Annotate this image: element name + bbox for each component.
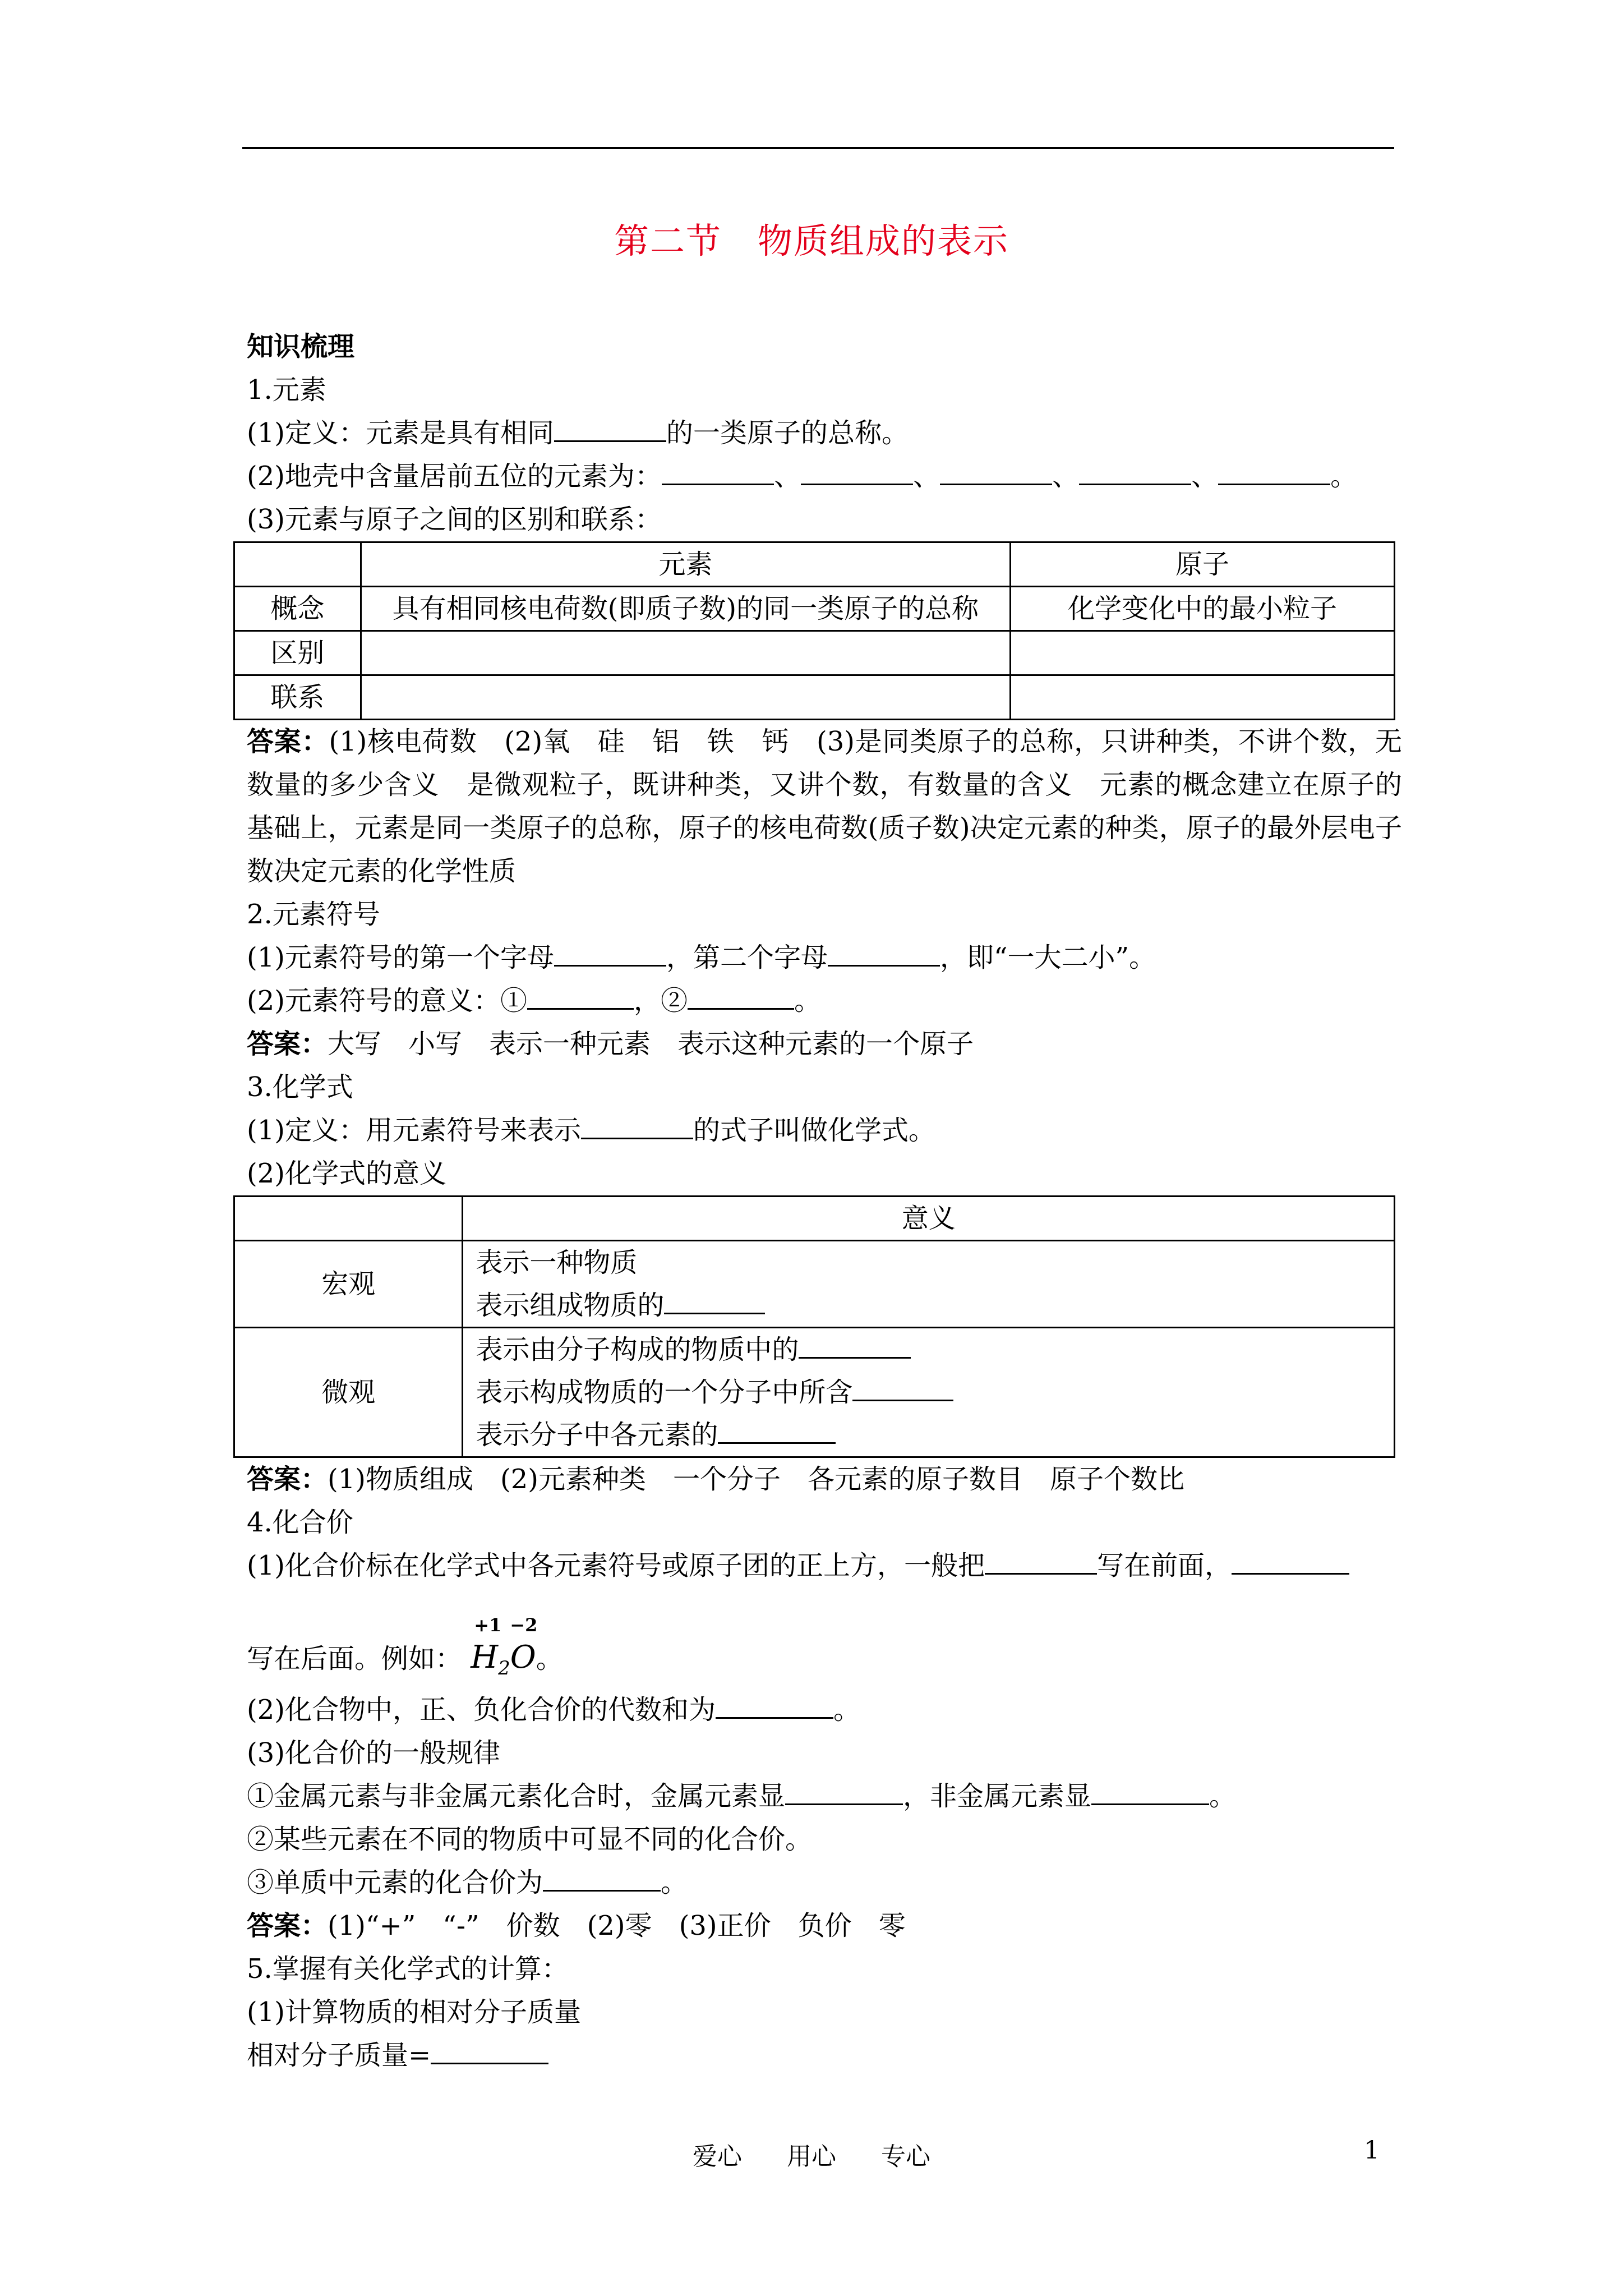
text: 。 bbox=[833, 1694, 861, 1726]
row-label-macro: 宏观 bbox=[234, 1241, 463, 1328]
fill-blank bbox=[527, 986, 634, 1010]
fill-blank bbox=[543, 1867, 661, 1892]
text: 写在后面。例如： bbox=[247, 1643, 463, 1674]
page-number: 1 bbox=[1364, 2136, 1380, 2165]
s1-line1 bbox=[247, 412, 1402, 455]
fill-blank bbox=[852, 1377, 953, 1401]
micro-item bbox=[476, 1328, 1390, 1371]
fill-blank bbox=[554, 418, 666, 442]
row-label-concept: 概念 bbox=[234, 587, 361, 631]
text: ③单质中元素的化合价为 bbox=[247, 1867, 543, 1898]
fill-blank bbox=[431, 2040, 548, 2064]
cell-macro bbox=[463, 1241, 1395, 1328]
fill-blank bbox=[1218, 461, 1330, 485]
text: 相对分子质量= bbox=[247, 2040, 431, 2071]
fill-blank bbox=[581, 1115, 693, 1139]
water-formula bbox=[471, 1614, 538, 1699]
s4-rule2: ②某些元素在不同的物质中可显不同的化合价。 bbox=[247, 1824, 813, 1855]
answer-text: (1)核电荷数 (2)氧 硅 铝 铁 钙 (3)是同类原子的总称，只讲种类，不讲个数，无数量的多少含义 是微观粒子，既讲种类，又讲个数，有数量的含义 元素的概念建立在原子的基础上，元素是同一类原子的总称，原子的核电荷数(质子数)决定元素的种类，原子的最外层电子数决定元素的化学性质 bbox=[247, 726, 1402, 887]
fill-blank bbox=[1091, 1781, 1209, 1805]
text: ①金属元素与非金属元素化合时，金属元素显 bbox=[247, 1780, 786, 1812]
table-corner bbox=[234, 1197, 463, 1241]
footer-word: 爱心 bbox=[693, 2142, 742, 2171]
s5-heading: 5.掌握有关化学式的计算： bbox=[247, 1953, 569, 1985]
text: (2)化合物中，正、负化合价的代数和为 bbox=[247, 1694, 716, 1726]
fill-blank bbox=[664, 1290, 765, 1314]
cell-empty bbox=[361, 631, 1010, 675]
s5-line2 bbox=[247, 2034, 1402, 2077]
cell-micro bbox=[463, 1328, 1395, 1457]
text: 的式子叫做化学式。 bbox=[693, 1115, 936, 1146]
cell-atom-concept: 化学变化中的最小粒子 bbox=[1011, 587, 1395, 631]
cell-empty bbox=[1011, 631, 1395, 675]
fill-blank bbox=[554, 942, 666, 967]
fill-blank bbox=[985, 1550, 1097, 1575]
answer-label: 答案： bbox=[247, 1464, 328, 1495]
text: ，即“一大二小”。 bbox=[940, 942, 1156, 973]
macro-item bbox=[476, 1284, 1390, 1327]
answer-label: 答案： bbox=[247, 726, 329, 757]
fill-blank bbox=[688, 986, 794, 1010]
text: ，② bbox=[634, 985, 688, 1016]
header-rule bbox=[242, 147, 1394, 149]
fill-blank bbox=[799, 1335, 911, 1359]
s1-heading: 1.元素 bbox=[247, 374, 326, 406]
micro-item bbox=[476, 1371, 1390, 1414]
charge-h: +1 bbox=[474, 1614, 502, 1636]
subscript: 2 bbox=[498, 1657, 510, 1680]
s3-line1 bbox=[247, 1109, 1402, 1152]
text: (1)元素符号的第一个字母 bbox=[247, 942, 554, 973]
text: (1)定义：用元素符号来表示 bbox=[247, 1115, 581, 1146]
text: ，非金属元素显 bbox=[903, 1780, 1092, 1812]
cell-empty bbox=[361, 675, 1010, 720]
row-label-difference: 区别 bbox=[234, 631, 361, 675]
symbol-o: O bbox=[510, 1639, 536, 1676]
s2-answer bbox=[247, 1023, 1402, 1066]
text: 表示构成物质的一个分子中所含 bbox=[476, 1377, 853, 1408]
text: 表示组成物质的 bbox=[476, 1290, 665, 1321]
s1-line2 bbox=[247, 455, 1402, 498]
fill-blank bbox=[940, 461, 1052, 485]
text: (2)地壳中含量居前五位的元素为： bbox=[247, 461, 662, 492]
cell-element-concept: 具有相同核电荷数(即质子数)的同一类原子的总称 bbox=[361, 587, 1010, 631]
text: 的一类原子的总称。 bbox=[666, 417, 909, 449]
text: 写在前面， bbox=[1097, 1550, 1232, 1581]
text: 、 bbox=[913, 461, 940, 492]
fill-blank bbox=[828, 942, 940, 967]
text: 、 bbox=[1191, 461, 1219, 492]
fill-blank bbox=[662, 461, 774, 485]
text: 、 bbox=[774, 461, 801, 492]
fill-blank bbox=[1079, 461, 1191, 485]
s4-line1b bbox=[247, 1588, 1402, 1688]
micro-item bbox=[476, 1414, 1390, 1456]
element-atom-table bbox=[233, 541, 1395, 720]
s3-answer bbox=[247, 1458, 1402, 1501]
s4-heading: 4.化合价 bbox=[247, 1507, 353, 1538]
s5-line1: (1)计算物质的相对分子质量 bbox=[247, 1996, 581, 2028]
answer-text: (1)“+” “-” 价数 (2)零 (3)正价 负价 零 bbox=[328, 1910, 906, 1941]
row-label-relation: 联系 bbox=[234, 675, 361, 720]
fill-blank bbox=[801, 461, 913, 485]
answer-label: 答案： bbox=[247, 1028, 328, 1060]
symbol-h: H bbox=[471, 1639, 499, 1676]
s3-line2: (2)化学式的意义 bbox=[247, 1158, 446, 1189]
section-heading: 知识梳理 bbox=[247, 331, 355, 362]
charge-o: −2 bbox=[510, 1614, 538, 1636]
s1-answer bbox=[247, 720, 1402, 893]
answer-text: 大写 小写 表示一种元素 表示这种元素的一个原子 bbox=[328, 1028, 974, 1060]
s4-line3: (3)化合价的一般规律 bbox=[247, 1737, 500, 1769]
text: 。 bbox=[661, 1867, 688, 1898]
table-header-meaning: 意义 bbox=[463, 1197, 1395, 1241]
s4-rule3 bbox=[247, 1861, 1402, 1904]
s4-answer bbox=[247, 1904, 1402, 1948]
table-header-element: 元素 bbox=[361, 542, 1010, 587]
text: 。 bbox=[794, 985, 822, 1016]
s2-line1 bbox=[247, 936, 1402, 979]
text: (1)定义：元素是具有相同 bbox=[247, 417, 554, 449]
formula-meaning-table bbox=[233, 1195, 1395, 1458]
text: 。 bbox=[536, 1643, 563, 1674]
s2-heading: 2.元素符号 bbox=[247, 899, 380, 930]
fill-blank bbox=[1232, 1550, 1349, 1575]
s3-heading: 3.化学式 bbox=[247, 1071, 353, 1103]
text: 、 bbox=[1052, 461, 1080, 492]
page-title: 第二节 物质组成的表示 bbox=[614, 220, 1009, 261]
macro-item: 表示一种物质 bbox=[476, 1247, 638, 1278]
text: 。 bbox=[1330, 461, 1358, 492]
row-label-micro: 微观 bbox=[234, 1328, 463, 1457]
table-header-atom: 原子 bbox=[1011, 542, 1395, 587]
s4-line1 bbox=[247, 1544, 1402, 1588]
text: 表示由分子构成的物质中的 bbox=[476, 1334, 799, 1365]
cell-empty bbox=[1011, 675, 1395, 720]
s2-line2 bbox=[247, 979, 1402, 1023]
text: 。 bbox=[1209, 1780, 1237, 1812]
answer-text: (1)物质组成 (2)元素种类 一个分子 各元素的原子数目 原子个数比 bbox=[328, 1464, 1185, 1495]
fill-blank bbox=[785, 1781, 903, 1805]
footer-word: 专心 bbox=[881, 2142, 930, 2171]
s4-rule1 bbox=[247, 1775, 1402, 1818]
answer-label: 答案： bbox=[247, 1910, 328, 1941]
text: 表示分子中各元素的 bbox=[476, 1419, 718, 1451]
footer-word: 用心 bbox=[787, 2142, 836, 2171]
s1-line3: (3)元素与原子之间的区别和联系： bbox=[247, 504, 662, 535]
table-corner bbox=[234, 542, 361, 587]
page-content bbox=[247, 325, 1402, 2077]
text: ，第二个字母 bbox=[666, 942, 828, 973]
fill-blank bbox=[716, 1695, 833, 1719]
text: (2)元素符号的意义：① bbox=[247, 985, 527, 1016]
fill-blank bbox=[718, 1420, 836, 1444]
text: (1)化合价标在化学式中各元素符号或原子团的正上方，一般把 bbox=[247, 1550, 985, 1581]
